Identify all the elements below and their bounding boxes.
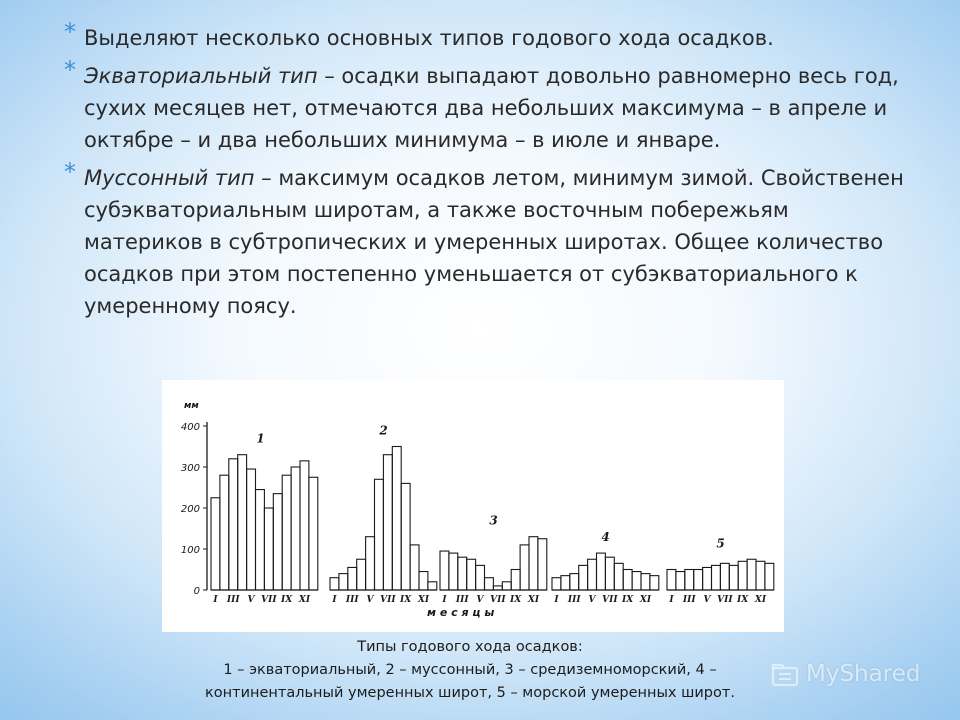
bar xyxy=(765,563,774,590)
month-tick-label: III xyxy=(455,595,469,605)
bar xyxy=(485,578,494,590)
bullet-lead: Экваториальный тип xyxy=(84,64,318,88)
bar xyxy=(579,565,588,590)
bar xyxy=(467,559,476,590)
bullet-item xyxy=(62,158,912,322)
bullet-text xyxy=(84,162,912,322)
caption-line: 1 – экваториальный, 2 – муссонный, 3 – средиземноморский, 4 – xyxy=(223,662,717,678)
month-tick-label: I xyxy=(554,595,559,605)
y-tick-label: 200 xyxy=(180,504,200,515)
bullet-item xyxy=(62,18,912,54)
bar xyxy=(588,559,597,590)
month-tick-label: IX xyxy=(622,595,634,605)
month-tick-label: I xyxy=(669,595,674,605)
y-tick-label: 0 xyxy=(193,586,200,597)
bar xyxy=(605,557,614,590)
bar xyxy=(256,490,265,590)
bar xyxy=(366,537,375,590)
month-tick-label: V xyxy=(588,595,596,605)
bar xyxy=(614,563,623,590)
month-tick-label: XI xyxy=(417,595,430,605)
series-label: 2 xyxy=(379,423,388,438)
series-label: 3 xyxy=(489,513,498,528)
bar xyxy=(738,561,747,590)
bar xyxy=(641,574,650,590)
caption-title: Типы годового хода осадков: xyxy=(357,639,583,655)
month-tick-label: VII xyxy=(261,595,277,605)
bar xyxy=(238,455,247,590)
bar xyxy=(756,561,765,590)
bar xyxy=(729,565,738,590)
y-axis-label: мм xyxy=(184,401,199,411)
bar xyxy=(694,570,703,591)
bar xyxy=(529,537,538,590)
bar xyxy=(309,477,318,590)
bar xyxy=(440,551,449,590)
bar xyxy=(282,475,291,590)
bar xyxy=(330,578,339,590)
month-tick-label: I xyxy=(442,595,447,605)
bar xyxy=(273,494,282,590)
bar xyxy=(375,479,384,590)
month-tick-label: IX xyxy=(510,595,522,605)
month-tick-label: V xyxy=(703,595,711,605)
bar xyxy=(493,586,502,590)
bar xyxy=(401,483,410,590)
bullet-body: – осадки выпадают довольно равномерно весь год, сухих месяцев нет, отмечаются два небольших максимума – в апреле и октябре – и два небольших минимума – в июле и январе. xyxy=(84,64,899,152)
month-tick-label: XI xyxy=(639,595,652,605)
month-tick-label: V xyxy=(476,595,484,605)
bar xyxy=(552,578,561,590)
month-tick-label: I xyxy=(332,595,337,605)
bar xyxy=(712,565,721,590)
y-tick-label: 300 xyxy=(180,463,200,474)
bar xyxy=(348,567,357,590)
bar xyxy=(229,459,238,590)
folder-logo-icon xyxy=(770,659,800,689)
bar xyxy=(676,572,685,590)
bullet-text xyxy=(84,60,912,156)
bar xyxy=(392,447,401,591)
bar xyxy=(300,461,309,590)
watermark-text: MyShared xyxy=(806,661,921,687)
bar xyxy=(667,570,676,591)
bar xyxy=(449,553,458,590)
month-tick-label: III xyxy=(567,595,581,605)
bar xyxy=(476,565,485,590)
bar xyxy=(419,572,428,590)
bar xyxy=(561,576,570,590)
month-tick-label: VII xyxy=(717,595,733,605)
bullet-list xyxy=(62,18,912,328)
figure-caption xyxy=(150,636,790,705)
month-tick-label: XI xyxy=(754,595,767,605)
month-tick-label: V xyxy=(247,595,255,605)
month-tick-label: VII xyxy=(490,595,506,605)
bar xyxy=(570,574,579,590)
month-tick-label: XI xyxy=(527,595,540,605)
chart-svg xyxy=(162,380,784,632)
bar xyxy=(410,545,419,590)
month-tick-label: III xyxy=(345,595,359,605)
month-tick-label: IX xyxy=(400,595,412,605)
month-tick-label: V xyxy=(366,595,374,605)
series-label: 4 xyxy=(601,530,610,545)
star-bullet-icon: * xyxy=(64,18,76,46)
star-bullet-icon: * xyxy=(64,56,76,84)
bar xyxy=(538,539,547,590)
series-label: 5 xyxy=(716,536,725,551)
bullet-body: – максимум осадков летом, минимум зимой. Свойственен субэкваториальным широтам, а также восточным побережьям материков в субтропических и умеренных широтах. Общее количество осадков при этом постепенно уменьшается от субэкваториального к умеренному поясу. xyxy=(84,166,904,318)
caption-line: континентальный умеренных широт, 5 – морской умеренных широт. xyxy=(205,685,735,701)
bar xyxy=(339,574,348,590)
month-tick-label: VII xyxy=(602,595,618,605)
x-axis-label: м е с я ц ы xyxy=(427,606,495,619)
star-bullet-icon: * xyxy=(64,158,76,186)
bar xyxy=(623,570,632,591)
bar xyxy=(264,508,273,590)
bar xyxy=(747,559,756,590)
bar xyxy=(247,469,256,590)
bar xyxy=(520,545,529,590)
bar xyxy=(458,557,467,590)
month-tick-label: III xyxy=(682,595,696,605)
y-tick-label: 100 xyxy=(180,545,200,556)
bar xyxy=(511,570,520,591)
bar xyxy=(632,572,641,590)
bullet-body: Выделяют несколько основных типов годового хода осадков. xyxy=(84,26,774,50)
month-tick-label: I xyxy=(213,595,218,605)
y-tick-label: 400 xyxy=(180,422,200,433)
bar xyxy=(703,567,712,590)
month-tick-label: VII xyxy=(380,595,396,605)
bar xyxy=(650,576,659,590)
bar xyxy=(597,553,606,590)
month-tick-label: IX xyxy=(281,595,293,605)
bar xyxy=(211,498,220,590)
precipitation-chart xyxy=(162,380,784,632)
watermark xyxy=(770,656,920,692)
month-tick-label: XI xyxy=(298,595,311,605)
bar xyxy=(357,559,366,590)
bar xyxy=(685,570,694,591)
bar xyxy=(291,467,300,590)
bullet-text xyxy=(84,22,912,54)
bar xyxy=(383,455,392,590)
series-label: 1 xyxy=(256,431,265,446)
month-tick-label: IX xyxy=(737,595,749,605)
bar xyxy=(502,582,511,590)
bar xyxy=(720,563,729,590)
bar xyxy=(428,582,437,590)
bullet-item xyxy=(62,56,912,156)
bar xyxy=(220,475,229,590)
month-tick-label: III xyxy=(226,595,240,605)
bullet-lead: Муссонный тип xyxy=(84,166,255,190)
